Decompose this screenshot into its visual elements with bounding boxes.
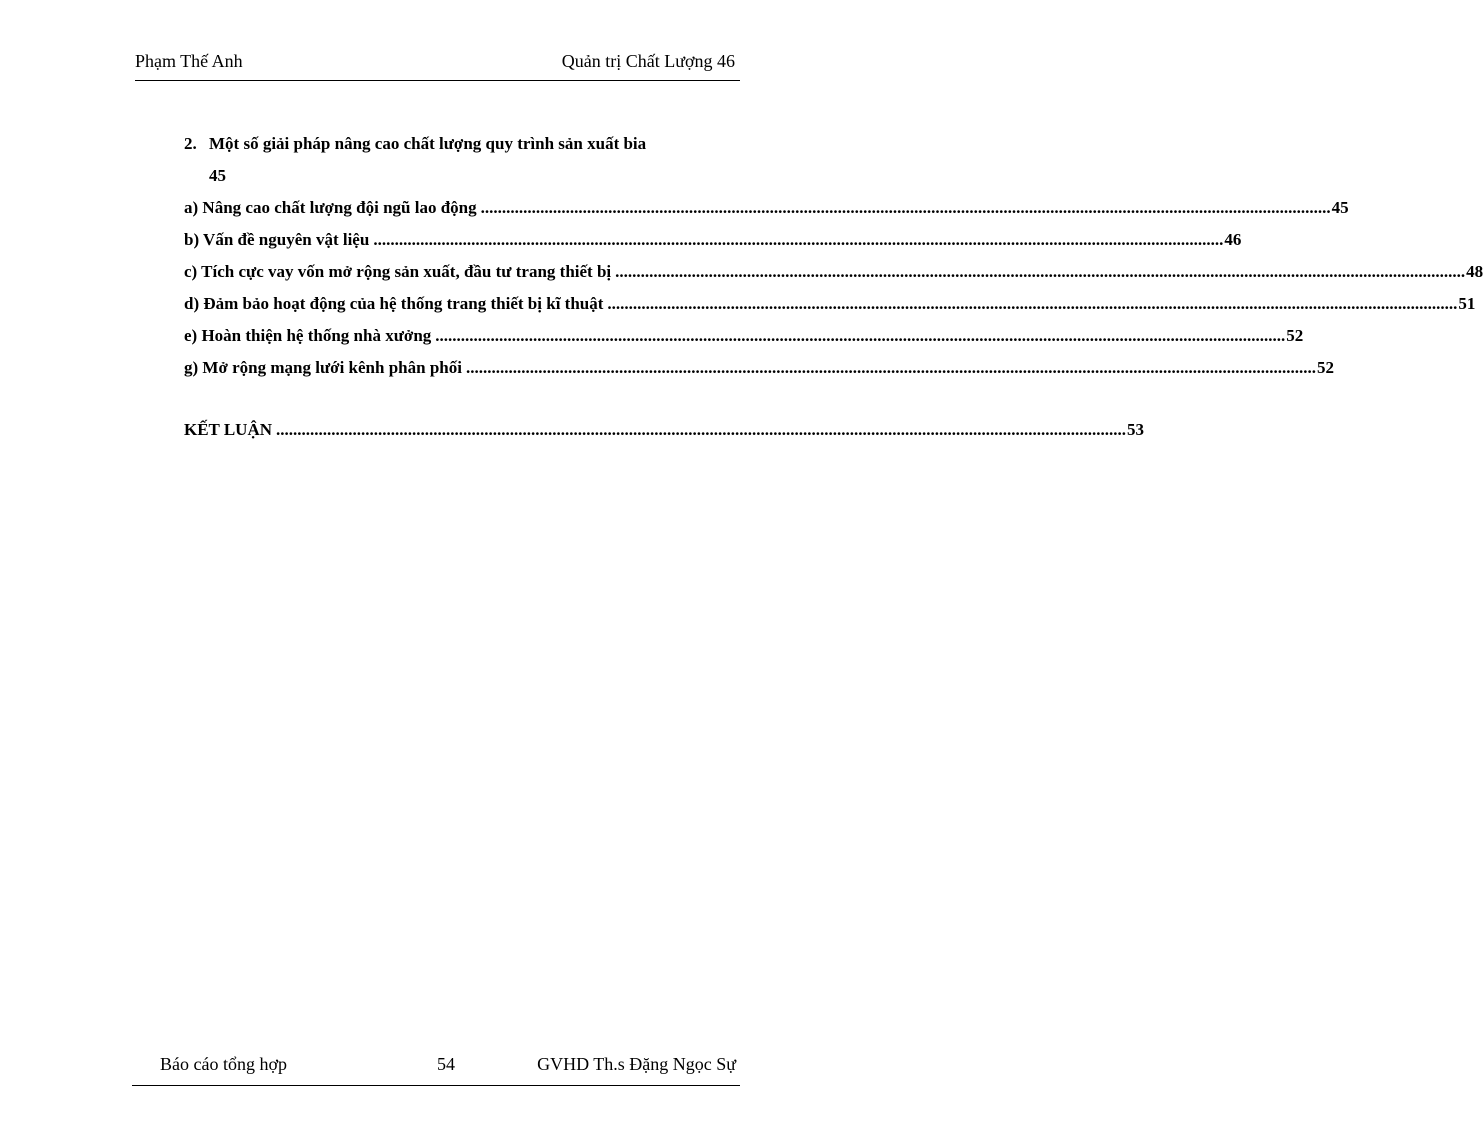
- footer-report: Báo cáo tổng hợp: [160, 1054, 287, 1074]
- toc-entry-page: 51: [1458, 294, 1476, 313]
- toc-section-label: Một số giải pháp nâng cao chất lượng quy trình sản xuất bia: [209, 134, 647, 153]
- footer-advisor: GVHD Th.s Đặng Ngọc Sự: [537, 1054, 736, 1074]
- toc-entry-page: 52: [1286, 326, 1304, 345]
- toc-conclusion-page: 53: [1127, 420, 1145, 439]
- toc-section-title: [184, 128, 720, 160]
- toc-entry-page: 45: [1331, 198, 1349, 217]
- page-header: [135, 46, 735, 72]
- toc-entry: [184, 192, 1349, 224]
- toc-leader-dots: ........................................................................................................................................................................................................: [465, 358, 1316, 377]
- toc-entry-label: g) Mở rộng mạng lưới kênh phân phối: [184, 358, 462, 377]
- toc-leader-dots: ........................................................................................................................................................................................................: [435, 326, 1286, 345]
- header-divider: [135, 80, 740, 81]
- toc-entry-label: a) Nâng cao chất lượng đội ngũ lao động: [184, 198, 477, 217]
- footer-divider: [132, 1085, 740, 1086]
- toc-conclusion: [184, 414, 1145, 446]
- toc-entry-label: b) Vấn đề nguyên vật liệu: [184, 230, 370, 249]
- toc-entry-label: d) Đảm bảo hoạt động của hệ thống trang thiết bị kĩ thuật: [184, 294, 604, 313]
- toc-entry: [184, 288, 1476, 320]
- footer-page-number: 54: [437, 1054, 455, 1074]
- toc-entry-page: 46: [1224, 230, 1242, 249]
- toc-entry: [184, 224, 1242, 256]
- page-footer: [160, 1054, 736, 1080]
- toc-leader-dots: ........................................................................................................................................................................................................: [615, 262, 1466, 281]
- toc-entry-label: e) Hoàn thiện hệ thống nhà xưởng: [184, 326, 432, 345]
- toc-entry: [184, 320, 1304, 352]
- toc-spacer: [184, 384, 720, 414]
- table-of-contents: [184, 128, 1483, 446]
- toc-entry-page: 52: [1316, 358, 1334, 377]
- toc-leader-dots: ........................................................................................................................................................................................................: [480, 198, 1331, 217]
- toc-entry: [184, 256, 1483, 288]
- toc-leader-dots: ........................................................................................................................................................................................................: [607, 294, 1458, 313]
- toc-leader-dots: ........................................................................................................................................................................................................: [373, 230, 1224, 249]
- toc-leader-dots: ........................................................................................................................................................................................................: [276, 420, 1127, 439]
- header-course: Quản trị Chất Lượng 46: [561, 51, 735, 71]
- toc-section-number: 2.: [184, 134, 197, 153]
- toc-section-page: 45: [209, 166, 226, 185]
- toc-entry-label: c) Tích cực vay vốn mở rộng sản xuất, đầu tư trang thiết bị: [184, 262, 612, 281]
- header-author: Phạm Thế Anh: [135, 51, 243, 71]
- toc-conclusion-label: KẾT LUẬN: [184, 420, 273, 439]
- toc-entry-page: 48: [1466, 262, 1483, 281]
- toc-entry: [184, 352, 1334, 384]
